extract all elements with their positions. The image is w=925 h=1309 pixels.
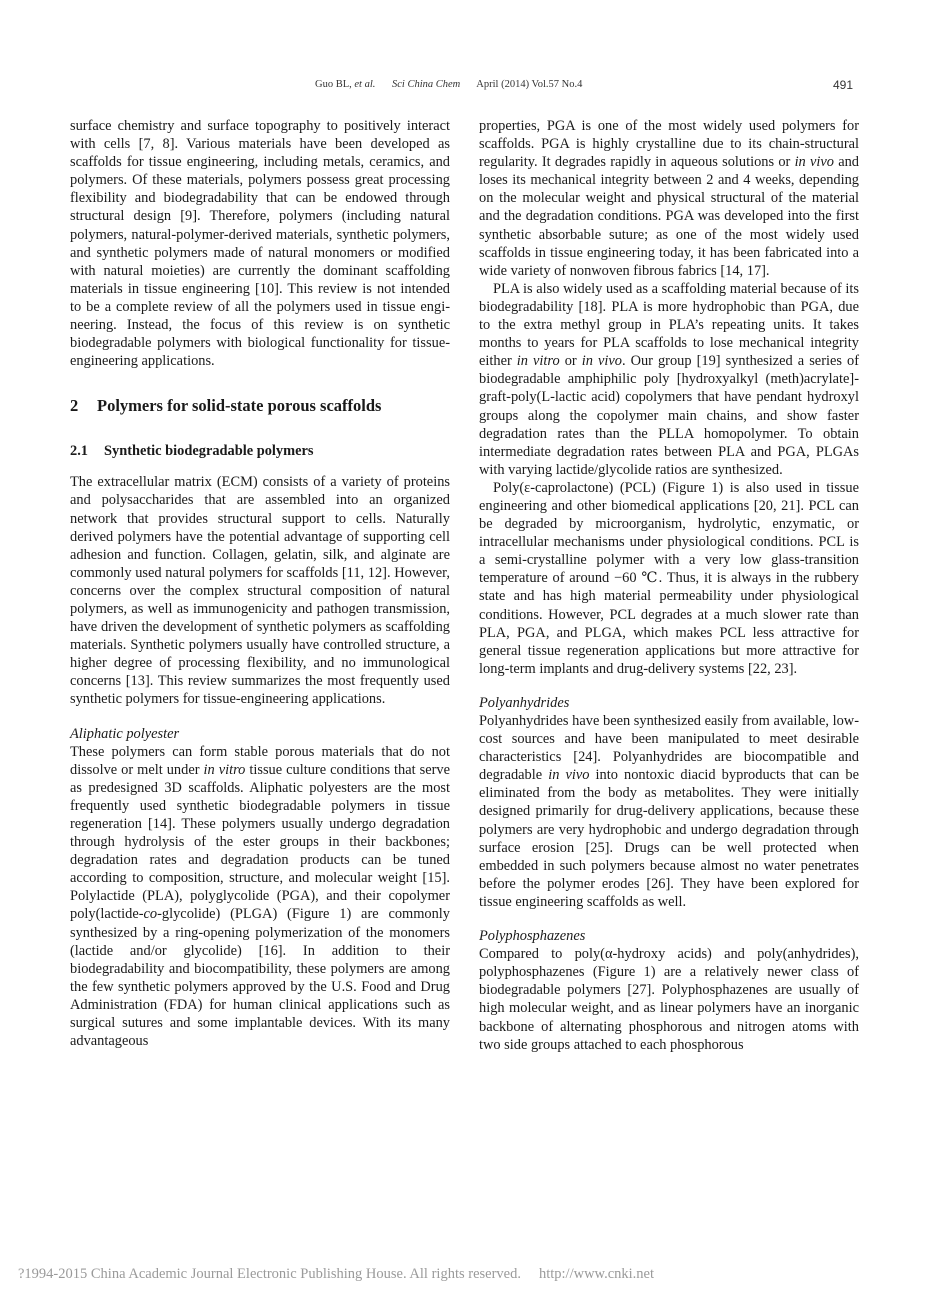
issue-info: April (2014) Vol.57 No.4: [476, 79, 583, 90]
paragraph: Compared to poly(α-hydroxy acids) and poly(anhydrides), polyphosphazenes (Figure 1) are a relatively newer class of biodegradable polymers [27]. Polyphosphazenes are usually of high molecular weight, and as linear polymers have an inorganic backbone of alternating phosphorous and nitrogen atoms with two side groups attached to each phosphorous: [479, 946, 859, 1053]
running-header: [0, 79, 925, 95]
paragraph: The extracellular matrix (ECM) consists of a variety of proteins and polysaccharides that are assembled into an organized network that provides structural support to cells. Naturally derived polymers have the potential advantage of supporting cell adhesion and function. Collagen, gelatin, silk, and alginate are commonly used natural polymers for scaffolds [11, 12]. However, concerns over the complex structural composition of natural polymers, as well as immunogenicity and pathogen transmission, have driven the development of synthetic polymers as scaffolding materials. Synthetic polymers usually have controlled structure, a higher degree of processing flexibility, and no immunological concerns [13]. This review summarizes the most frequently used synthetic polymers for tissue-engineering applications.: [70, 474, 450, 708]
section-title: Polymers for solid-state porous scaffolds: [97, 396, 382, 416]
paragraph: surface chemistry and surface topography to positively interact with cells [7, 8]. Various materials have been developed as scaffolds for tissue engineering, including metals, ceramics, and polymers. Of these materials, polymers possess great processing flexibility and biodegradability that can be endowed through structural design [9]. Therefore, polymers (including natural polymers, natural-polymer-derived materials, synthetic polymers, and synthetic polymers made of natural monomers or modified with natural moieties) are currently the dominant scaffolding materials in tissue engineering [10]. This review is not intended to be a complete review of all the polymers used in tissue engineering. Instead, the focus of this review is on synthetic biodegradable polymers with biological functionality for tissue-engineering applications.: [70, 118, 450, 370]
subsection-title: Synthetic biodegradable polymers: [104, 443, 314, 460]
right-column: [479, 117, 859, 1054]
journal-name: Sci China Chem: [392, 79, 461, 90]
page-number: 491: [833, 78, 854, 92]
paragraph: PLA is also widely used as a scaffolding material because of its biodegradability [18]. PLA is more hydrophobic than PGA, due to the extra methyl group in PLA’s repeating units. It takes months to years for PLA scaffolds to lose mechanical integrity either in vitro or in vivo. Our group [19] synthesized a series of biodegradable amphiphilic poly [hydroxyalkyl (meth)acrylate]-graft-poly(L-lactic acid) copolymers that have pendant hydroxyl groups along the copolymer main chains, and show faster degradation rates than the PLLA homopolymer. To obtain intermediate degradation rates between PLA and PGA, PLGAs with varying lactide/glycolide ratios are synthesized.: [479, 280, 859, 478]
authors: Guo BL, et al.: [315, 79, 376, 90]
footer-url[interactable]: http://www.cnki.net: [538, 1266, 655, 1282]
run-in-heading: Polyanhydrides: [479, 694, 570, 711]
subsection-heading: [70, 442, 450, 460]
paragraph: Polyanhydrides have been synthesized easily from available, low-cost sources and have been manipulated to meet desirable characteristics [24]. Polyanhydrides are biocompatible and degradable in vivo into nontoxic diacid byproducts that can be eliminated from the body as metabolites. They were initially designed primarily for drug-delivery applications, because these polymers are very hydrophobic and undergo degradation through surface erosion [25]. Drugs can be well protected when embedded in such polymers because almost no water penetrates before the polymer erodes [26]. They have been explored for tissue engineering scaffolds as well.: [479, 713, 859, 910]
run-in-heading: Polyphosphazenes: [479, 928, 586, 945]
left-column: [70, 117, 450, 1050]
section-heading: [70, 396, 450, 416]
copyright-text: ?1994-2015 China Academic Journal Electronic Publishing House. All rights reserved.: [18, 1266, 521, 1282]
copyright-footer: [18, 1266, 654, 1283]
paragraph: Poly(ε-caprolactone) (PCL) (Figure 1) is also used in tissue engineering and other biomedical applications [20, 21]. PCL can be degraded by microorganism, hydrolytic, enzymatic, or intracellular mechanisms under physiological conditions. PCL is a semi-crystalline polymer with a very low glass-transition temperature of around −60 ℃. Thus, it is always in the rubbery state and has high material permeability under physiological conditions. However, PCL degrades at a much slower rate than PLA, PGA, and PLGA, which makes PCL less attractive for general tissue regeneration applications but more attractive for long-term implants and drug-delivery systems [22, 23].: [479, 479, 859, 677]
run-in-heading: Aliphatic polyester: [70, 725, 180, 742]
citation-line: [315, 79, 596, 90]
subsection-number: 2.1: [70, 443, 88, 460]
paragraph: These polymers can form stable porous materials that do not dissolve or melt under in vitro tissue culture conditions that serve as predesigned 3D scaffolds. Aliphatic polyesters are the most frequently used synthetic biodegradable polymers in tissue regeneration [14]. These polymers usually undergo degradation through hydrolysis of the ester groups in their backbones; degradation rates and degradation products can be tuned according to composition, structure, and molecular weight [15]. Polylactide (PLA), polyglycolide (PGA), and their copolymer poly(lactide-co-glycolide) (PLGA) (Figure 1) are commonly synthesized by a ring-opening polymerization of the monomers (lactide and/or glycolide) [16]. In addition to their biodegradability and biocompatibility, these polymers are among the few synthetic polymers approved by the U.S. Food and Drug Administration (FDA) for human clinical applications such as surgical sutures and some implantable devices. With its many advantageous: [70, 743, 450, 1050]
section-number: 2: [70, 396, 79, 416]
paragraph: properties, PGA is one of the most widely used polymers for scaffolds. PGA is highly crystalline due to its chain-structural regularity. It degrades rapidly in aqueous solutions or in vivo and loses its mechanical integrity between 2 and 4 weeks, depending on the molecular weight and physical structural of the material and the degradation conditions. PGA was developed into the first synthetic absorbable suture; as one of the most widely used scaffolds in tissue engineering today, it has been fabricated into a wide variety of nonwoven fibrous fabrics [14, 17].: [479, 118, 859, 279]
